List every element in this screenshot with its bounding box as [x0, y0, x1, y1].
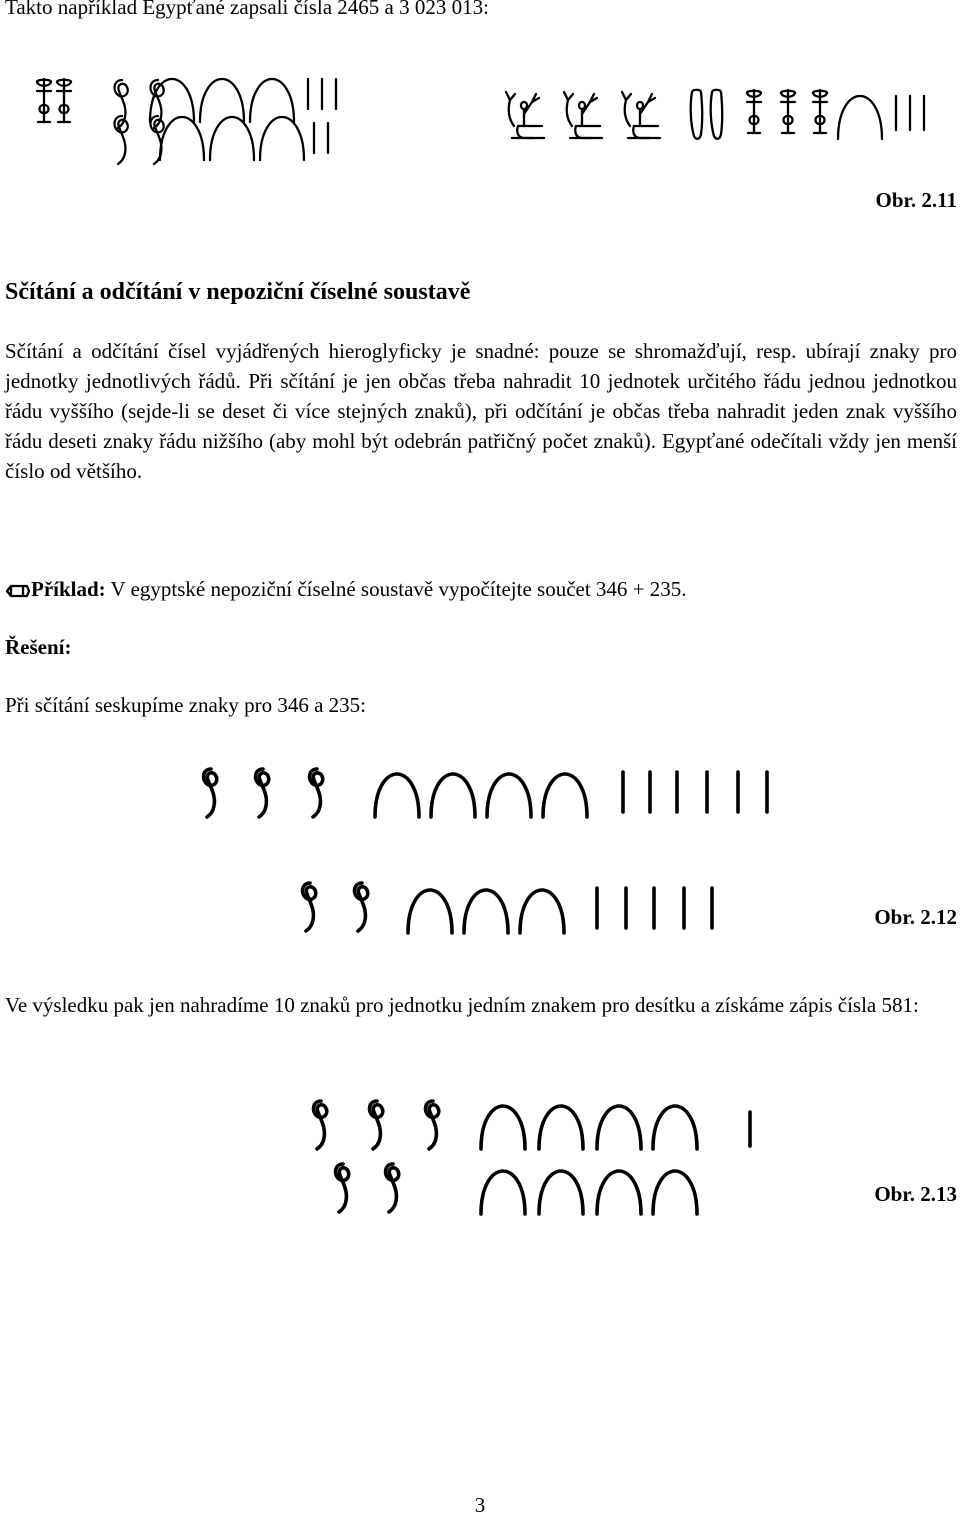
stroke-glyphs	[597, 888, 712, 928]
arch-glyph	[260, 117, 304, 160]
result-text: Ve výsledku pak jen nahradíme 10 znaků pro jednotku jedním znakem pro desítku a získáme zápis čísla 581:	[5, 993, 919, 1017]
arch-glyph	[520, 890, 564, 933]
example-text: V egyptské nepoziční číselné soustavě vypočítejte součet 346 + 235.	[105, 577, 687, 601]
pencil-icon	[5, 576, 31, 606]
stroke-glyphs	[896, 96, 924, 130]
coil-glyph	[303, 883, 316, 931]
finger-glyph	[691, 90, 702, 139]
coil-glyph	[314, 1101, 327, 1149]
arch-glyph	[200, 79, 244, 122]
stroke-glyphs	[308, 79, 336, 109]
arch-glyph	[597, 1171, 641, 1214]
paragraph-text: Sčítání a odčítání čísel vyjádřených hieroglyficky je snadné: pouze se shromažďují, resp. ubírají znaky pro jednotky jednotlivých řádů. Při sčítání je jen občas třeba nahradit 10 jednotek určitého řádu jednou jednotkou řádu vyššího (sejde-li se deset či více stejných znaků), při odčítání je občas třeba nahradit jeden znak vyššího řádu deseti znaky řádu nižšího (aby mohl být odebrán patřičný počet znaků). Egypťané odečítali vždy jen menší číslo od většího.	[5, 339, 957, 483]
stroke-glyphs	[314, 123, 328, 153]
god-glyph	[506, 92, 544, 138]
lotus-glyph	[37, 79, 51, 122]
arch-glyph	[481, 1171, 525, 1214]
arch-glyph	[543, 774, 587, 817]
coil-glyph	[256, 769, 269, 817]
finger-glyph	[711, 90, 722, 139]
arch-glyph	[160, 117, 204, 160]
example-label: Příklad:	[31, 577, 106, 601]
arch-glyph	[539, 1171, 583, 1214]
lotus-glyph	[747, 90, 761, 133]
arch-glyph	[487, 774, 531, 817]
coil-glyph	[426, 1101, 439, 1149]
figure-label-2-12: Obr. 2.12	[874, 905, 957, 929]
arch-glyph	[210, 117, 254, 160]
section-title: Sčítání a odčítání v nepoziční číselné soustavě	[5, 279, 471, 305]
page-number: 3	[474, 1493, 486, 1517]
arch-glyph	[464, 890, 508, 933]
lotus-glyph	[813, 90, 827, 133]
arch-glyph	[539, 1106, 583, 1149]
god-glyph	[622, 92, 660, 138]
god-glyph	[564, 92, 602, 138]
solution-text: Při sčítání seskupíme znaky pro 346 a 235:	[5, 693, 367, 717]
arch-glyph	[250, 79, 294, 122]
figure-label-2-11: Obr. 2.11	[875, 188, 957, 212]
arch-glyph	[597, 1106, 641, 1149]
arch-glyph	[408, 890, 452, 933]
figure-2-11-hieroglyphs-2465	[30, 75, 340, 165]
arch-glyph	[431, 774, 475, 817]
coil-glyph	[355, 883, 368, 931]
arch-glyph	[838, 96, 882, 139]
figure-2-13-row-bottom	[325, 1155, 725, 1225]
arch-glyph	[653, 1171, 697, 1214]
figure-2-11-hieroglyphs-3023013	[500, 80, 940, 150]
lotus-glyph	[57, 79, 71, 122]
coil-glyph	[386, 1164, 399, 1212]
solution-label: Řešení:	[5, 635, 72, 659]
coil-glyph	[115, 116, 128, 164]
example-line	[5, 574, 957, 606]
figure-2-12-row-235	[292, 874, 732, 944]
coil-glyph	[204, 769, 217, 817]
figure-2-12-row-346	[195, 760, 795, 830]
arch-glyph	[481, 1106, 525, 1149]
coil-glyph	[310, 769, 323, 817]
arch-glyph	[653, 1106, 697, 1149]
intro-text: Takto například Egypťané zapsali čísla 2465 a 3 023 013:	[5, 0, 489, 19]
figure-2-13-row-top	[305, 1092, 765, 1162]
coil-glyph	[336, 1164, 349, 1212]
coil-glyph	[370, 1101, 383, 1149]
lotus-glyph	[781, 90, 795, 133]
stroke-glyphs	[623, 772, 767, 812]
arch-glyph	[375, 774, 419, 817]
figure-label-2-13: Obr. 2.13	[874, 1182, 957, 1206]
